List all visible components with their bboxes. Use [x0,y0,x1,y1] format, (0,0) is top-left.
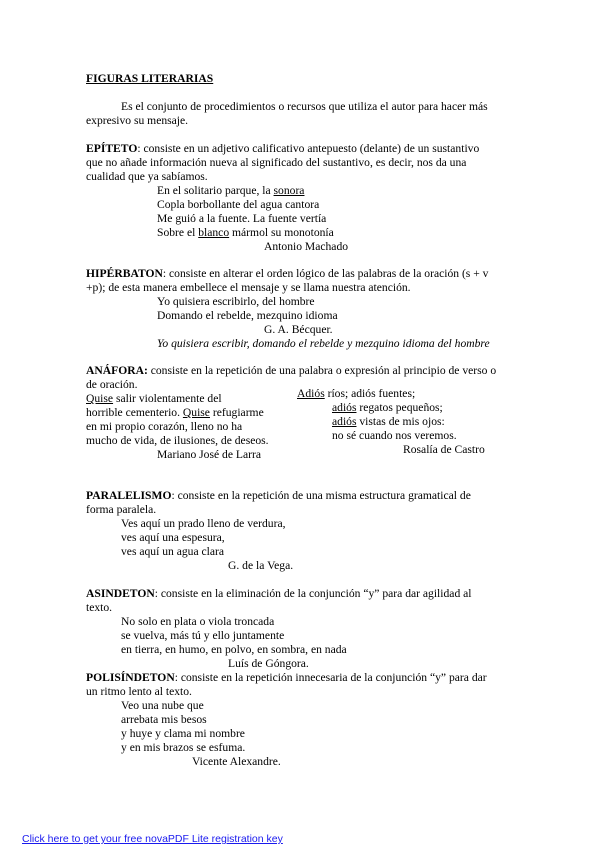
anafora-underlined-word: Quise [182,406,210,419]
epiteto-definition-line-1: EPÍTETO: consiste en un adjetivo calificativo antepuesto (delante) de un sustantivo [86,142,480,155]
hiperbaton-verse-2: Domando el rebelde, mezquino idioma [157,309,338,322]
epiteto-definition-line-3: cualidad que ya sabíamos. [86,170,208,183]
polisindeton-definition-line-1: POLISÍNDETON: consiste en la repetición innecesaria de la conjunción “y” para dar [86,671,487,684]
epiteto-verse-4: Sobre el blanco mármol su monotonía [157,226,334,239]
intro-line-2: expresivo su mensaje. [86,114,189,127]
page-title: FIGURAS LITERARIAS [86,72,214,85]
epiteto-definition-line-2: que no añade información nueva al significado del sustantivo, es decir, nos da una [86,156,467,169]
paralelismo-verse-2: ves aquí una espesura, [121,531,225,544]
anafora-underlined-word: Adiós [297,387,325,400]
paralelismo-verse-1: Ves aquí un prado lleno de verdura, [121,517,286,530]
anafora-definition-line-1: ANÁFORA: consiste en la repetición de una palabra o expresión al principio de verso o [86,364,497,377]
anafora-term: ANÁFORA: [86,364,148,377]
polisindeton-term: POLISÍNDETON [86,671,175,684]
epiteto-verse-3: Me guió a la fuente. La fuente vertía [157,212,327,225]
anafora-left-line-2: horrible cementerio. Quise refugiarme [86,406,264,419]
anafora-right-line-1: Adiós ríos; adiós fuentes; [297,387,416,400]
polisindeton-verse-1: Veo una nube que [121,699,204,712]
polisindeton-definition-line-2: un ritmo lento al texto. [86,685,192,698]
hiperbaton-definition-line-2: +p); de esta manera embellece el mensaje y se llama nuestra atención. [86,281,411,294]
anafora-left-author: Mariano José de Larra [157,448,261,461]
asindeton-verse-1: No solo en plata o viola troncada [121,615,275,628]
anafora-right-line-2: adiós regatos pequeños; [332,401,443,414]
hiperbaton-author: G. A. Bécquer. [264,323,333,336]
anafora-left-line-3: en mi propio corazón, lleno no ha [86,420,243,433]
asindeton-term: ASINDETON [86,587,155,600]
paralelismo-definition-line-1: PARALELISMO: consiste en la repetición de una misma estructura gramatical de [86,489,471,502]
epiteto-underlined-word: blanco [198,226,230,239]
polisindeton-verse-3: y huye y clama mi nombre [121,727,245,740]
polisindeton-verse-2: arrebata mis besos [121,713,207,726]
epiteto-verse-1: En el solitario parque, la sonora [157,184,305,197]
anafora-left-line-1: Quise salir violentamente del [86,392,222,405]
hiperbaton-verse-1: Yo quisiera escribirlo, del hombre [157,295,315,308]
paralelismo-term: PARALELISMO [86,489,172,502]
polisindeton-author: Vicente Alexandre. [192,755,281,768]
anafora-definition-line-2: de oración. [86,378,138,391]
polisindeton-verse-4: y en mis brazos se esfuma. [121,741,246,754]
anafora-right-author: Rosalía de Castro [403,443,485,456]
anafora-underlined-word: adiós [332,401,357,414]
hiperbaton-definition-line-1: HIPÉRBATON: consiste en alterar el orden lógico de las palabras de la oración (s + v [86,267,489,280]
asindeton-verse-3: en tierra, en humo, en polvo, en sombra, en nada [121,643,347,656]
epiteto-author: Antonio Machado [264,240,349,253]
anafora-left-line-4: mucho de vida, de ilusiones, de deseos. [86,434,269,447]
anafora-underlined-word: Quise [86,392,114,405]
paralelismo-verse-3: ves aquí un agua clara [121,545,225,558]
paralelismo-author: G. de la Vega. [228,559,294,572]
asindeton-definition-line-1: ASINDETON: consiste en la eliminación de la conjunción “y” para dar agilidad al [86,587,472,600]
asindeton-author: Luís de Góngora. [228,657,309,670]
intro-line-1: Es el conjunto de procedimientos o recursos que utiliza el autor para hacer más [121,100,488,113]
epiteto-verse-2: Copla borbollante del agua cantora [157,198,320,211]
anafora-right-line-3: adiós vistas de mis ojos: [332,415,445,428]
registration-key-link[interactable]: Click here to get your free novaPDF Lite registration key [22,833,283,845]
asindeton-definition-line-2: texto. [86,601,113,614]
hiperbaton-italic-example: Yo quisiera escribir, domando el rebelde y mezquino idioma del hombre [157,337,490,350]
anafora-underlined-word: adiós [332,415,357,428]
epiteto-term: EPÍTETO [86,142,138,155]
paralelismo-definition-line-2: forma paralela. [86,503,157,516]
anafora-right-line-4: no sé cuando nos veremos. [332,429,457,442]
asindeton-verse-2: se vuelva, más tú y ello juntamente [121,629,285,642]
epiteto-underlined-word: sonora [273,184,305,197]
hiperbaton-term: HIPÉRBATON [86,267,163,280]
